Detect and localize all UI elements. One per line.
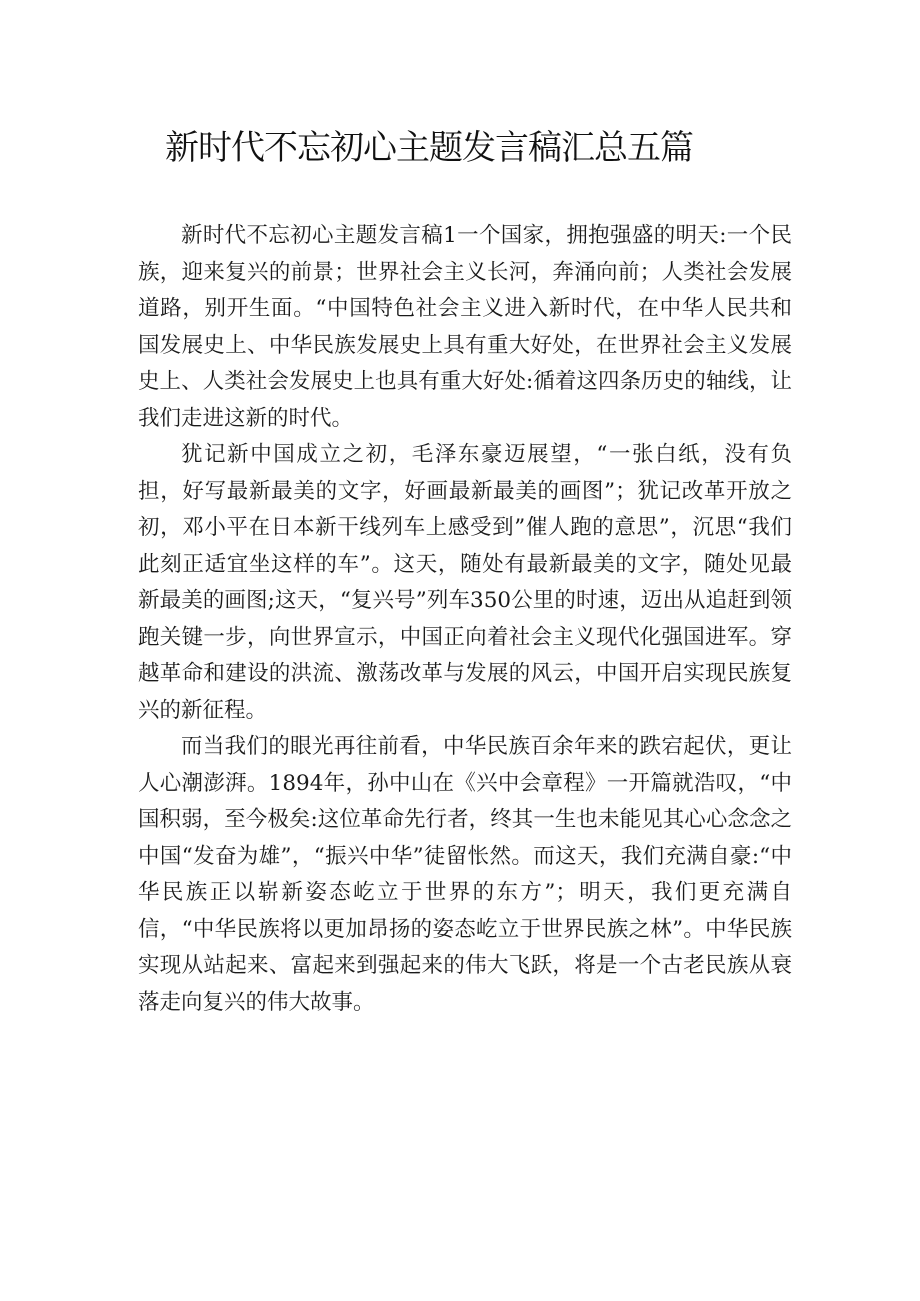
- paragraph-2: 犹记新中国成立之初，毛泽东豪迈展望，“一张白纸，没有负担，好写最新最美的文字，好画最新最美的画图”；犹记改革开放之初，邓小平在日本新干线列车上感受到”催人跑的意思”，沉思“我们此刻正适宜坐这样的车”。这天，随处有最新最美的文字，随处见最新最美的画图;这天，“复兴号”列车350公里的时速，迈出从追赶到领跑关键一步，向世界宣示，中国正向着社会主义现代化强国进军。穿越革命和建设的洪流、激荡改革与发展的风云，中国开启实现民族复兴的新征程。: [138, 442, 792, 723]
- document-body: [138, 218, 792, 1021]
- document-title: 新时代不忘初心主题发言稿汇总五篇: [165, 128, 693, 168]
- paragraph-3: 而当我们的眼光再往前看，中华民族百余年来的跌宕起伏，更让人心潮澎湃。1894年，孙中山在《兴中会章程》一开篇就浩叹，“中国积弱，至今极矣:这位革命先行者，终其一生也未能见其心心念念之中国“发奋为雄”，“振兴中华”徒留怅然。而这天，我们充满自豪:“中华民族正以崭新姿态屹立于世界的东方”；明天，我们更充满自信，“中华民族将以更加昂扬的姿态屹立于世界民族之林”。中华民族实现从站起来、富起来到强起来的伟大飞跃，将是一个古老民族从衰落走向复兴的伟大故事。: [138, 734, 792, 1015]
- paragraph-1: 新时代不忘初心主题发言稿1一个国家，拥抱强盛的明天:一个民族，迎来复兴的前景；世界社会主义长河，奔涌向前；人类社会发展道路，别开生面。“中国特色社会主义进入新时代，在中华人民共和国发展史上、中华民族发展史上具有重大好处，在世界社会主义发展史上、人类社会发展史上也具有重大好处:循着这四条历史的轴线，让我们走进这新的时代。: [138, 223, 792, 431]
